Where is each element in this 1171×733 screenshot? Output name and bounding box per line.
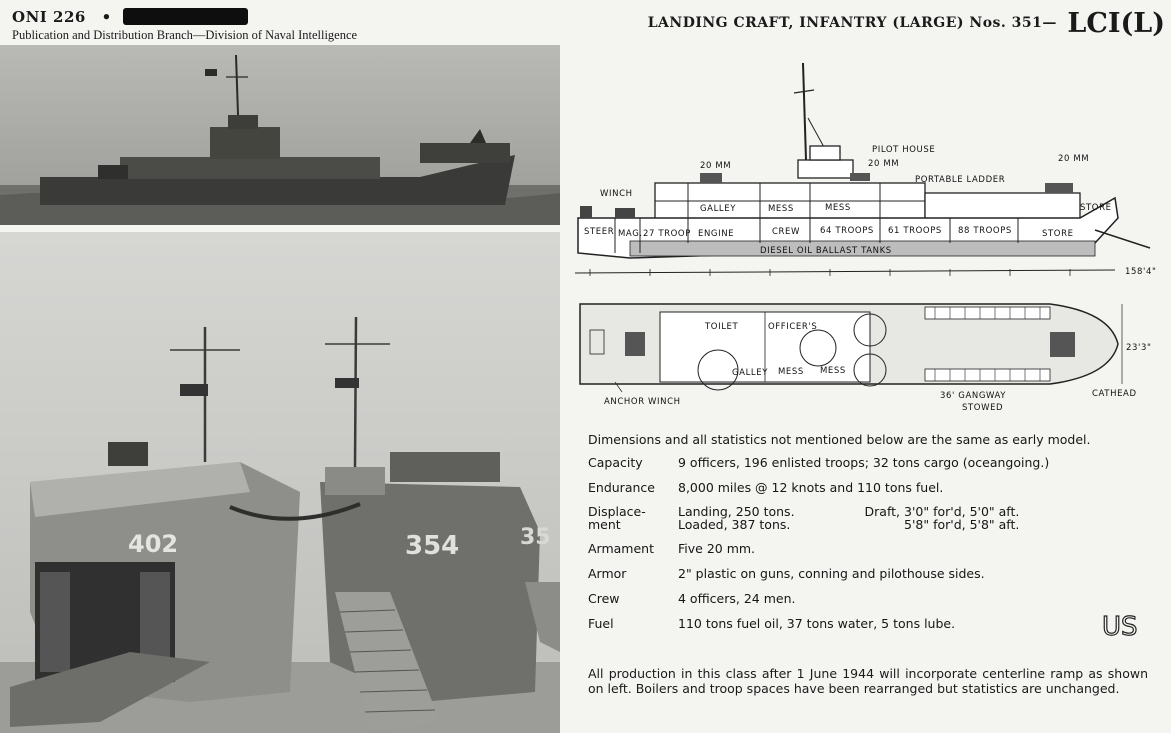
label-galley: GALLEY <box>700 204 737 214</box>
label-20mm-mid: 20 MM <box>868 159 900 169</box>
spec-crew-label: Crew <box>588 591 620 606</box>
profile-drawing-svg <box>570 58 1168 290</box>
spec-armament-value: Five 20 mm. <box>678 541 756 556</box>
vessel-class-code: LCI(L) <box>1067 8 1165 39</box>
label-mag: MAG. <box>618 229 643 239</box>
label-plan-galley: GALLEY <box>732 368 769 378</box>
label-cathead: CATHEAD <box>1092 389 1137 399</box>
spec-armament-label: Armament <box>588 541 654 556</box>
label-plan-mess-2: MESS <box>820 366 846 376</box>
label-pilot-house: PILOT HOUSE <box>872 145 936 155</box>
label-gangway: 36' GANGWAY <box>940 391 1007 401</box>
spec-endurance-label: Endurance <box>588 480 655 495</box>
plan-drawing <box>570 292 1168 422</box>
redaction-bar <box>123 8 248 25</box>
spec-displacement-label-2: ment <box>588 517 621 532</box>
spec-capacity-value: 9 officers, 196 enlisted troops; 32 tons cargo (oceangoing.) <box>678 455 1050 470</box>
label-toilet: TOILET <box>705 322 739 332</box>
nation-mark: US <box>1102 612 1138 642</box>
spec-armor-label: Armor <box>588 566 627 581</box>
photo-ship-underway <box>0 45 560 225</box>
label-length: 158'4" <box>1125 267 1157 277</box>
spec-armor-value: 2" plastic on guns, conning and pilothouse sides. <box>678 566 985 581</box>
spec-fuel-label: Fuel <box>588 616 614 631</box>
spec-fuel <box>588 616 1163 631</box>
label-steer: STEER <box>584 227 615 237</box>
label-anchor-winch: ANCHOR WINCH <box>604 397 681 407</box>
spec-displacement-label <box>588 505 678 531</box>
hull-number-left: 402 <box>128 530 179 558</box>
spec-armor <box>588 566 1163 581</box>
plan-drawing-svg <box>570 292 1168 422</box>
label-store-lower: STORE <box>1042 229 1074 239</box>
label-winch: WINCH <box>600 189 633 199</box>
doc-id: ONI 226 <box>12 8 86 26</box>
spec-crew-value: 4 officers, 24 men. <box>678 591 796 606</box>
label-store-upper: STORE <box>1080 203 1112 213</box>
specifications <box>588 432 1163 641</box>
photo-ships-beached <box>0 232 560 733</box>
label-20mm-aft: 20 MM <box>700 161 732 171</box>
label-20mm-fwd: 20 MM <box>1058 154 1090 164</box>
separator-dot: • <box>101 8 112 26</box>
photo-ships-beached-image <box>0 232 560 733</box>
label-61-troops: 61 TROOPS <box>888 226 942 236</box>
spec-capacity-label: Capacity <box>588 455 643 470</box>
hull-number-right: 354 <box>405 531 460 561</box>
label-gangway-stowed: STOWED <box>962 403 1004 413</box>
spec-armament <box>588 541 1163 556</box>
label-mess-2: MESS <box>825 203 851 213</box>
label-64-troops: 64 TROOPS <box>820 226 874 236</box>
label-27-troop: 27 TROOP <box>643 229 691 239</box>
label-mess-1: MESS <box>768 204 794 214</box>
label-officers: OFFICER'S <box>768 322 818 332</box>
spec-displacement-loaded: Loaded, 387 tons. <box>678 517 791 532</box>
production-note: All production in this class after 1 June 1944 will incorporate centerline ramp as shown on left. Boilers and troop spaces have been rearranged but statistics are unchanged. <box>588 666 1148 696</box>
spec-displacement <box>588 505 1163 531</box>
spec-endurance <box>588 480 1163 495</box>
spec-crew <box>588 591 1163 606</box>
spec-displacement-value <box>678 505 1163 531</box>
spec-draft-loaded: 5'8" for'd, 5'8" aft. <box>904 517 1020 532</box>
photo-ship-underway-image <box>0 45 560 225</box>
spec-draft-landing: Draft, 3'0" for'd, 5'0" aft. <box>864 504 1020 519</box>
spec-endurance-value: 8,000 miles @ 12 knots and 110 tons fuel. <box>678 480 944 495</box>
label-crew: CREW <box>772 227 801 237</box>
label-portable-ladder: PORTABLE LADDER <box>915 175 1006 185</box>
specs-intro: Dimensions and all statistics not mentioned below are the same as early model. <box>588 432 1091 447</box>
label-beam: 23'3" <box>1126 343 1152 353</box>
vessel-class-title: LANDING CRAFT, INFANTRY (LARGE) Nos. 351— <box>647 15 1057 31</box>
label-engine: ENGINE <box>698 229 735 239</box>
spec-fuel-value: 110 tons fuel oil, 37 tons water, 5 tons lube. <box>678 616 956 631</box>
label-tanks: DIESEL OIL BALLAST TANKS <box>760 246 892 256</box>
header-right <box>580 8 1165 39</box>
label-plan-mess-1: MESS <box>778 367 804 377</box>
publisher-line: Publication and Distribution Branch—Division of Naval Intelligence <box>12 28 358 42</box>
profile-drawing <box>570 58 1168 290</box>
spec-displacement-landing: Landing, 250 tons. <box>678 504 795 519</box>
label-88-troops: 88 TROOPS <box>958 226 1012 236</box>
spec-capacity <box>588 455 1163 470</box>
spec-displacement-label-1: Displace- <box>588 504 646 519</box>
hull-number-far: 35 <box>520 525 551 550</box>
header-left <box>12 8 572 43</box>
doc-id-line <box>12 8 572 26</box>
